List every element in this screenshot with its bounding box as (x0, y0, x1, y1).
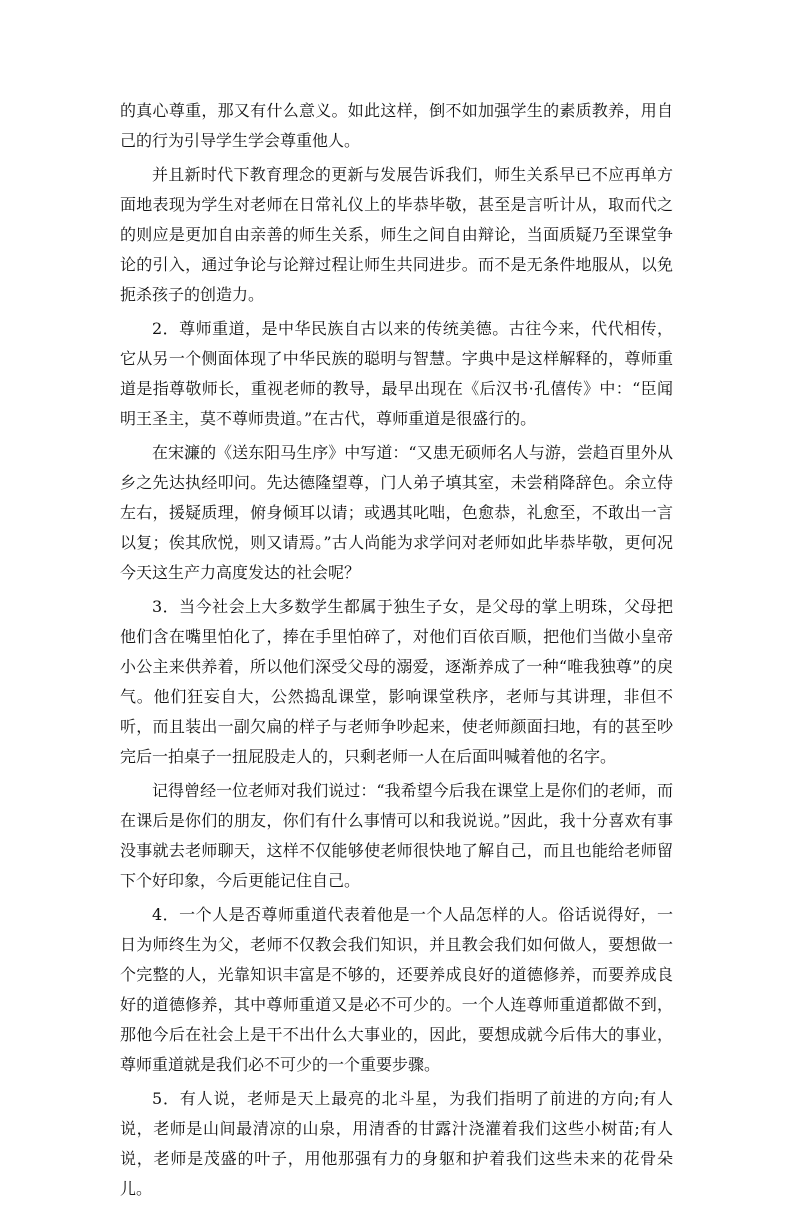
paragraph-song-lian-quote: 在宋濂的《送东阳马生序》中写道：“又患无硕师名人与游，尝趋百里外从乡之先达执经叩问。先达德隆望尊，门人弟子填其室，未尝稍降辞色。余立侍左右，援疑质理，俯身倾耳以请；或遇其叱咄，色愈恭，礼愈至，不敢出一言以复；俟其欣悦，则又请焉。”古人尚能为求学问对老师如此毕恭毕敬，更何况今天这生产力高度发达的社会呢？ (120, 443, 673, 582)
document-body (120, 96, 673, 1208)
paragraph-point-5: 5．有人说，老师是天上最亮的北斗星，为我们指明了前进的方向;有人说，老师是山间最清凉的山泉，用清香的甘露汁浇灌着我们这些小树苗;有人说，老师是茂盛的叶子，用他那强有力的身躯和护着我们这些未来的花骨朵儿。 (120, 1089, 673, 1198)
paragraph-teacher-quote: 记得曾经一位老师对我们说过：“我希望今后我在课堂上是你们的老师，而在课后是你们的朋友，你们有什么事情可以和我说说。”因此，我十分喜欢有事没事就去老师聊天，这样不仅能够使老师很快地了解自己，而且也能给老师留下个好印象，今后更能记住自己。 (120, 781, 673, 890)
paragraph-point-4: 4．一个人是否尊师重道代表着他是一个人品怎样的人。俗话说得好，一日为师终生为父，老师不仅教会我们知识，并且教会我们如何做人，要想做一个完整的人，光靠知识丰富是不够的，还要养成良好的道德修养，而要养成良好的道德修养，其中尊师重道又是必不可少的。一个人连尊师重道都做不到，那他今后在社会上是干不出什么大事业的，因此，要想成就今后伟大的事业，尊师重道就是我们必不可少的一个重要步骤。 (120, 905, 673, 1074)
paragraph-point-2: 2．尊师重道，是中华民族自古以来的传统美德。古往今来，代代相传，它从另一个侧面体现了中华民族的聪明与智慧。字典中是这样解释的，尊师重道是指尊敬师长，重视老师的教导，最早出现在《后汉书·孔僖传》中：“臣闻明王圣主，莫不尊师贵道。”在古代，尊师重道是很盛行的。 (120, 319, 673, 428)
paragraph-teacher-student-relationship: 并且新时代下教育理念的更新与发展告诉我们，师生关系早已不应再单方面地表现为学生对老师在日常礼仪上的毕恭毕敬，甚至是言听计从，取而代之的则应是更加自由亲善的师生关系，师生之间自由辩论，当面质疑乃至课堂争论的引入，通过争论与论辩过程让师生共同进步。而不是无条件地服从，以免扼杀孩子的创造力。 (120, 165, 673, 304)
paragraph-point-3: 3．当今社会上大多数学生都属于独生子女，是父母的掌上明珠，父母把他们含在嘴里怕化了，捧在手里怕碎了，对他们百依百顺，把他们当做小皇帝小公主来供养着，所以他们深受父母的溺爱，逐渐养成了一种“唯我独尊”的戾气。他们狂妄自大，公然捣乱课堂，影响课堂秩序，老师与其讲理，非但不听，而且装出一副欠扁的样子与老师争吵起来，使老师颜面扫地，有的甚至吵完后一拍桌子一扭屁股走人的，只剩老师一人在后面叫喊着他的名字。 (120, 597, 673, 766)
paragraph-continuation: 的真心尊重，那又有什么意义。如此这样，倒不如加强学生的素质教养，用自己的行为引导学生学会尊重他人。 (120, 101, 673, 150)
